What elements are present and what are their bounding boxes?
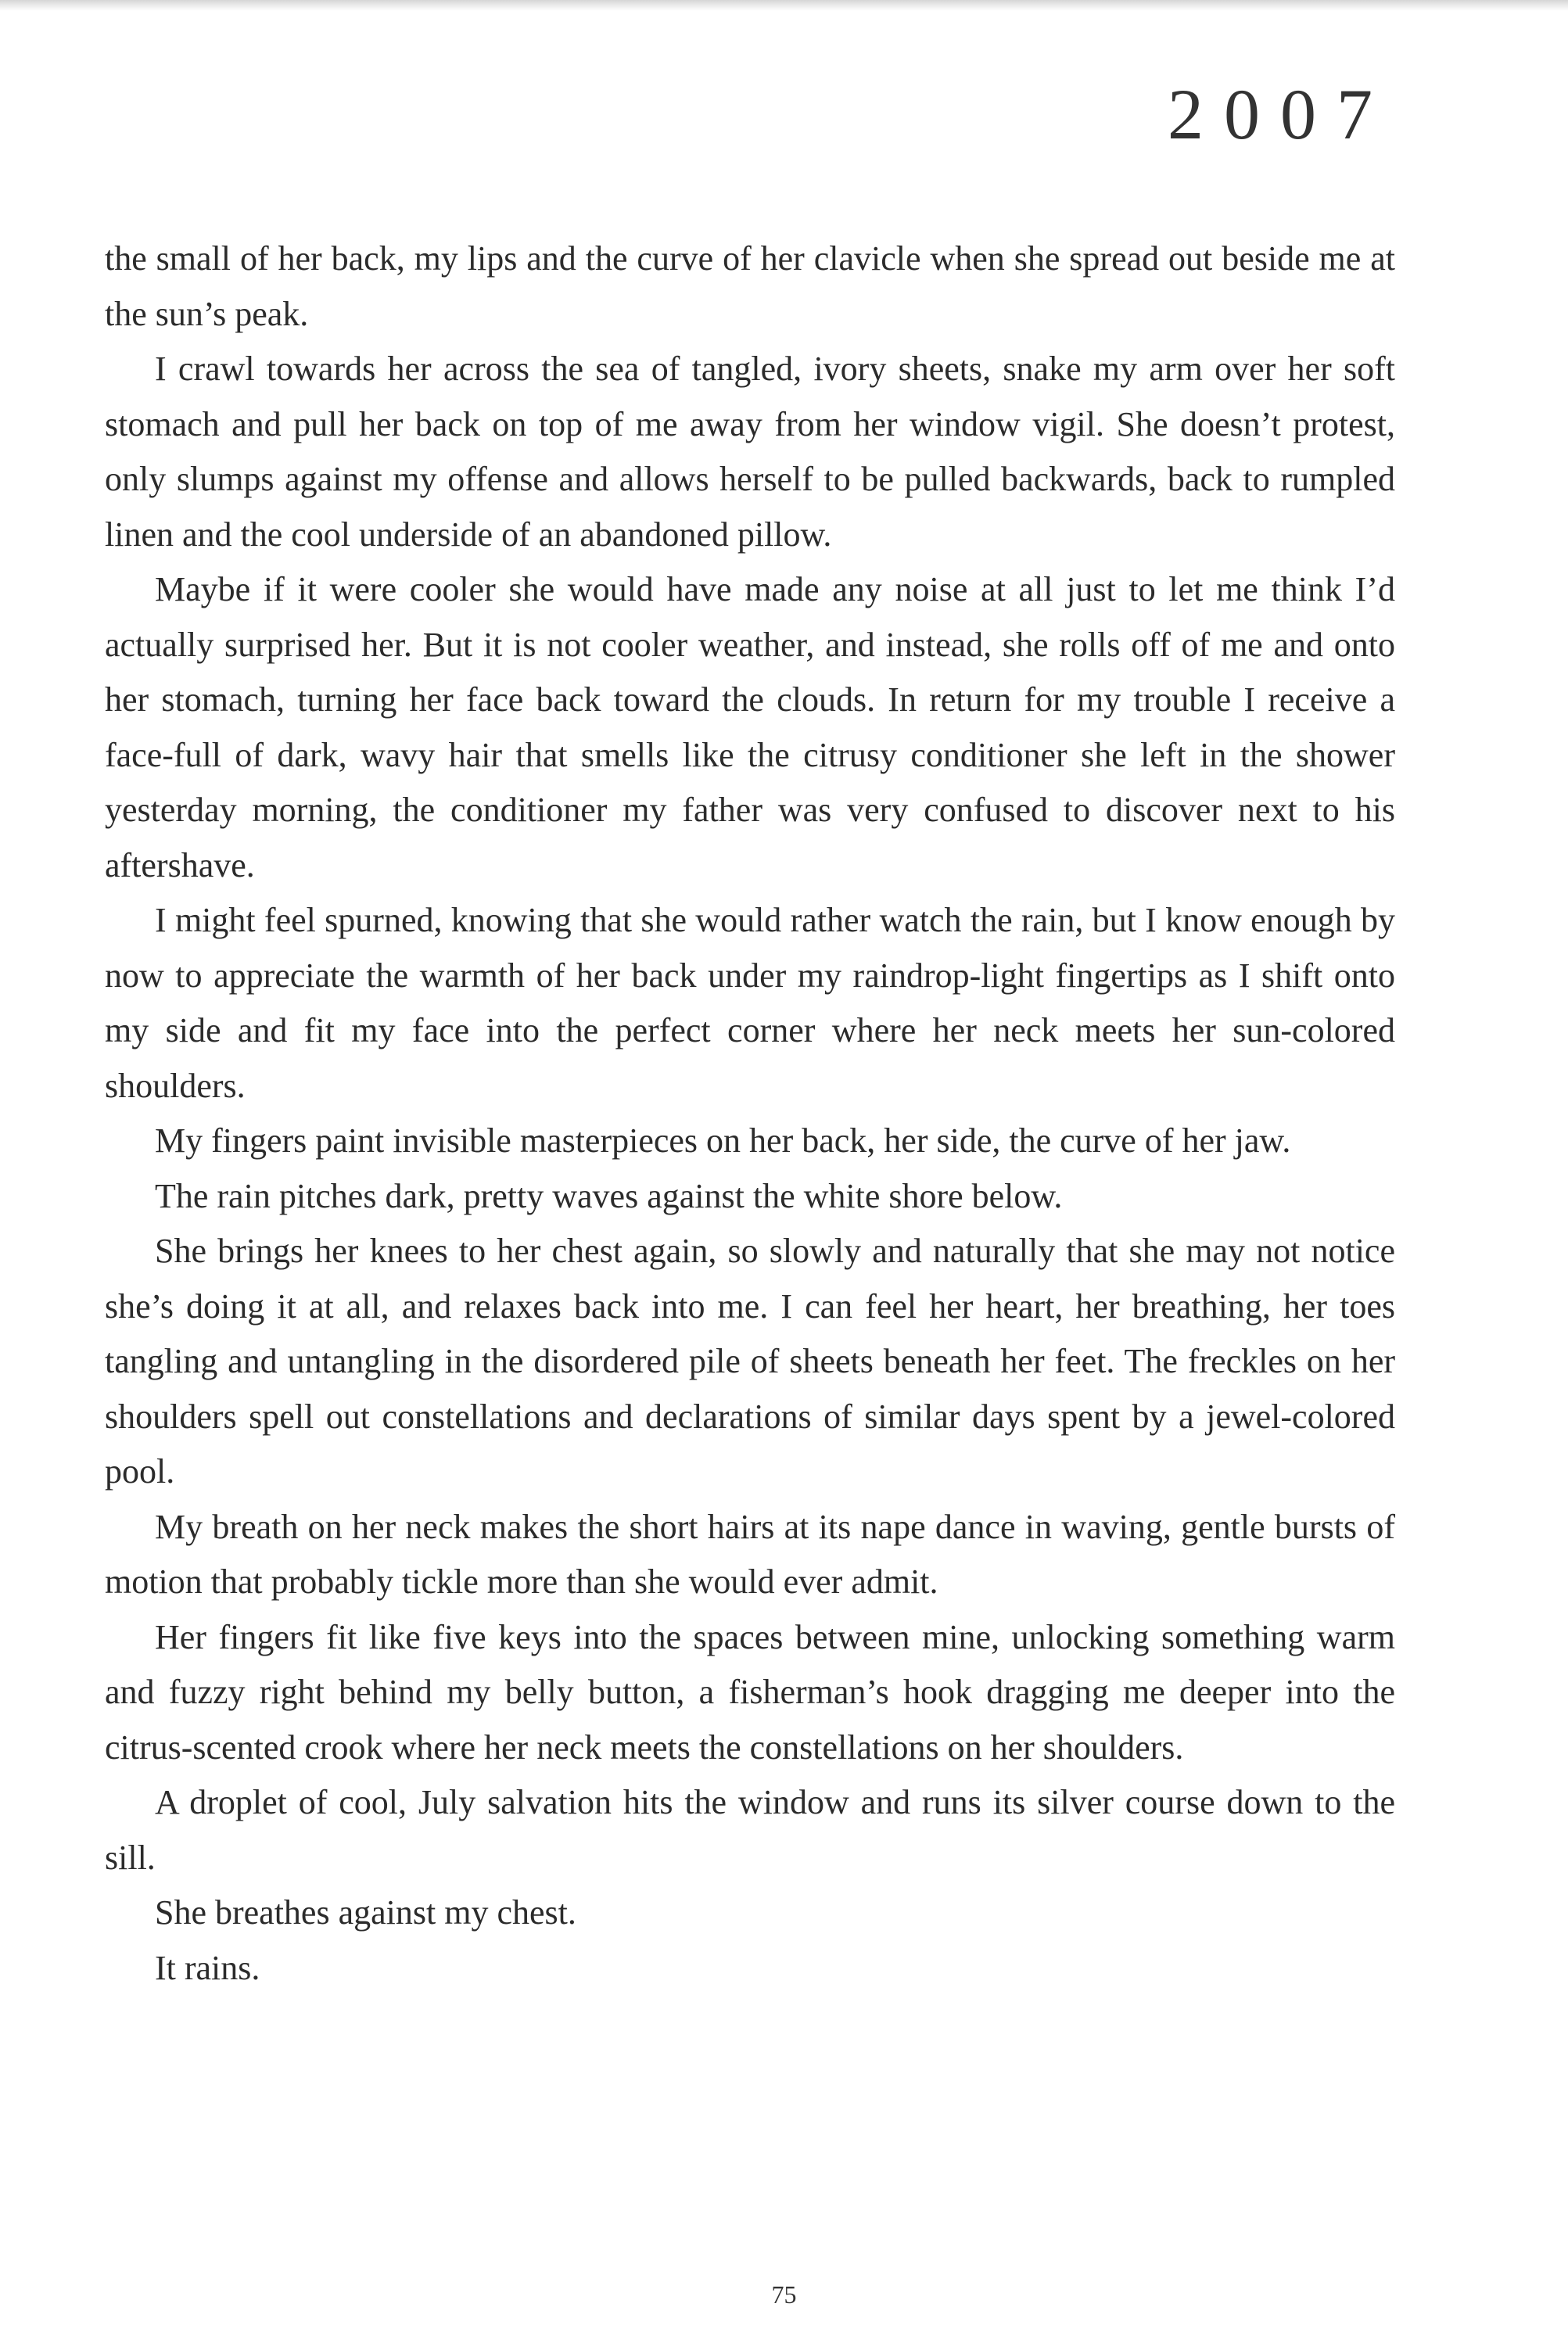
page-number: 75	[771, 2280, 797, 2309]
paragraph-12: It rains.	[155, 1948, 260, 1987]
paragraph-7: She brings her knees to her chest again, so slowly and naturally that she may not notice she’s doing it at all, and relaxes back into me. I can feel her heart, her breathing, her toes tangling and untangling in the disordered pile of sheets beneath her feet. The freckles on her shoulders spell out constellations and declarations of similar days spent by a jewel-colored pool.	[105, 1232, 1395, 1491]
paragraph-9: Her fingers fit like five keys into the spaces between mine, unlocking something warm and fuzzy right behind my belly button, a fisherman’s hook dragging me deeper into the citrus-scented crook where her neck meets the constellations on her shoulders.	[105, 1617, 1395, 1767]
paragraph-2: I crawl towards her across the sea of tangled, ivory sheets, snake my arm over her soft stomach and pull her back on top of me away from her window vigil. She doesn’t protest, only slumps against my offense and allows herself to be pulled backwards, back to rumpled linen and the cool underside of an abandoned pillow.	[105, 350, 1395, 554]
page-year-heading: 2007	[1168, 74, 1393, 154]
paragraph-4: I might feel spurned, knowing that she would rather watch the rain, but I know enough by now to appreciate the warmth of her back under my raindrop-light fingertips as I shift onto my side and fit my face into the perfect corner where her neck meets her sun-colored shoulders.	[105, 901, 1395, 1105]
paragraph-8: My breath on her neck makes the short hairs at its nape dance in waving, gentle bursts of motion that probably tickle more than she would ever admit.	[105, 1507, 1395, 1601]
story-text	[105, 231, 1395, 1996]
paragraph-5: My fingers paint invisible masterpieces on her back, her side, the curve of her jaw.	[155, 1121, 1291, 1160]
scan-edge	[0, 0, 1568, 11]
paragraph-10: A droplet of cool, July salvation hits the window and runs its silver course down to the sill.	[105, 1783, 1395, 1877]
paragraph-6: The rain pitches dark, pretty waves against the white shore below.	[155, 1176, 1063, 1215]
paragraph-1: the small of her back, my lips and the curve of her clavicle when she spread out beside me at the sun’s peak.	[105, 239, 1395, 333]
paragraph-3: Maybe if it were cooler she would have made any noise at all just to let me think I’d actually surprised her. But it is not cooler weather, and instead, she rolls off of me and onto her stomach, turning her face back toward the clouds. In return for my trouble I receive a face-full of dark, wavy hair that smells like the citrusy conditioner she left in the shower yesterday morning, the conditioner my father was very confused to discover next to his aftershave.	[105, 570, 1395, 884]
paragraph-11: She breathes against my chest.	[155, 1893, 576, 1932]
